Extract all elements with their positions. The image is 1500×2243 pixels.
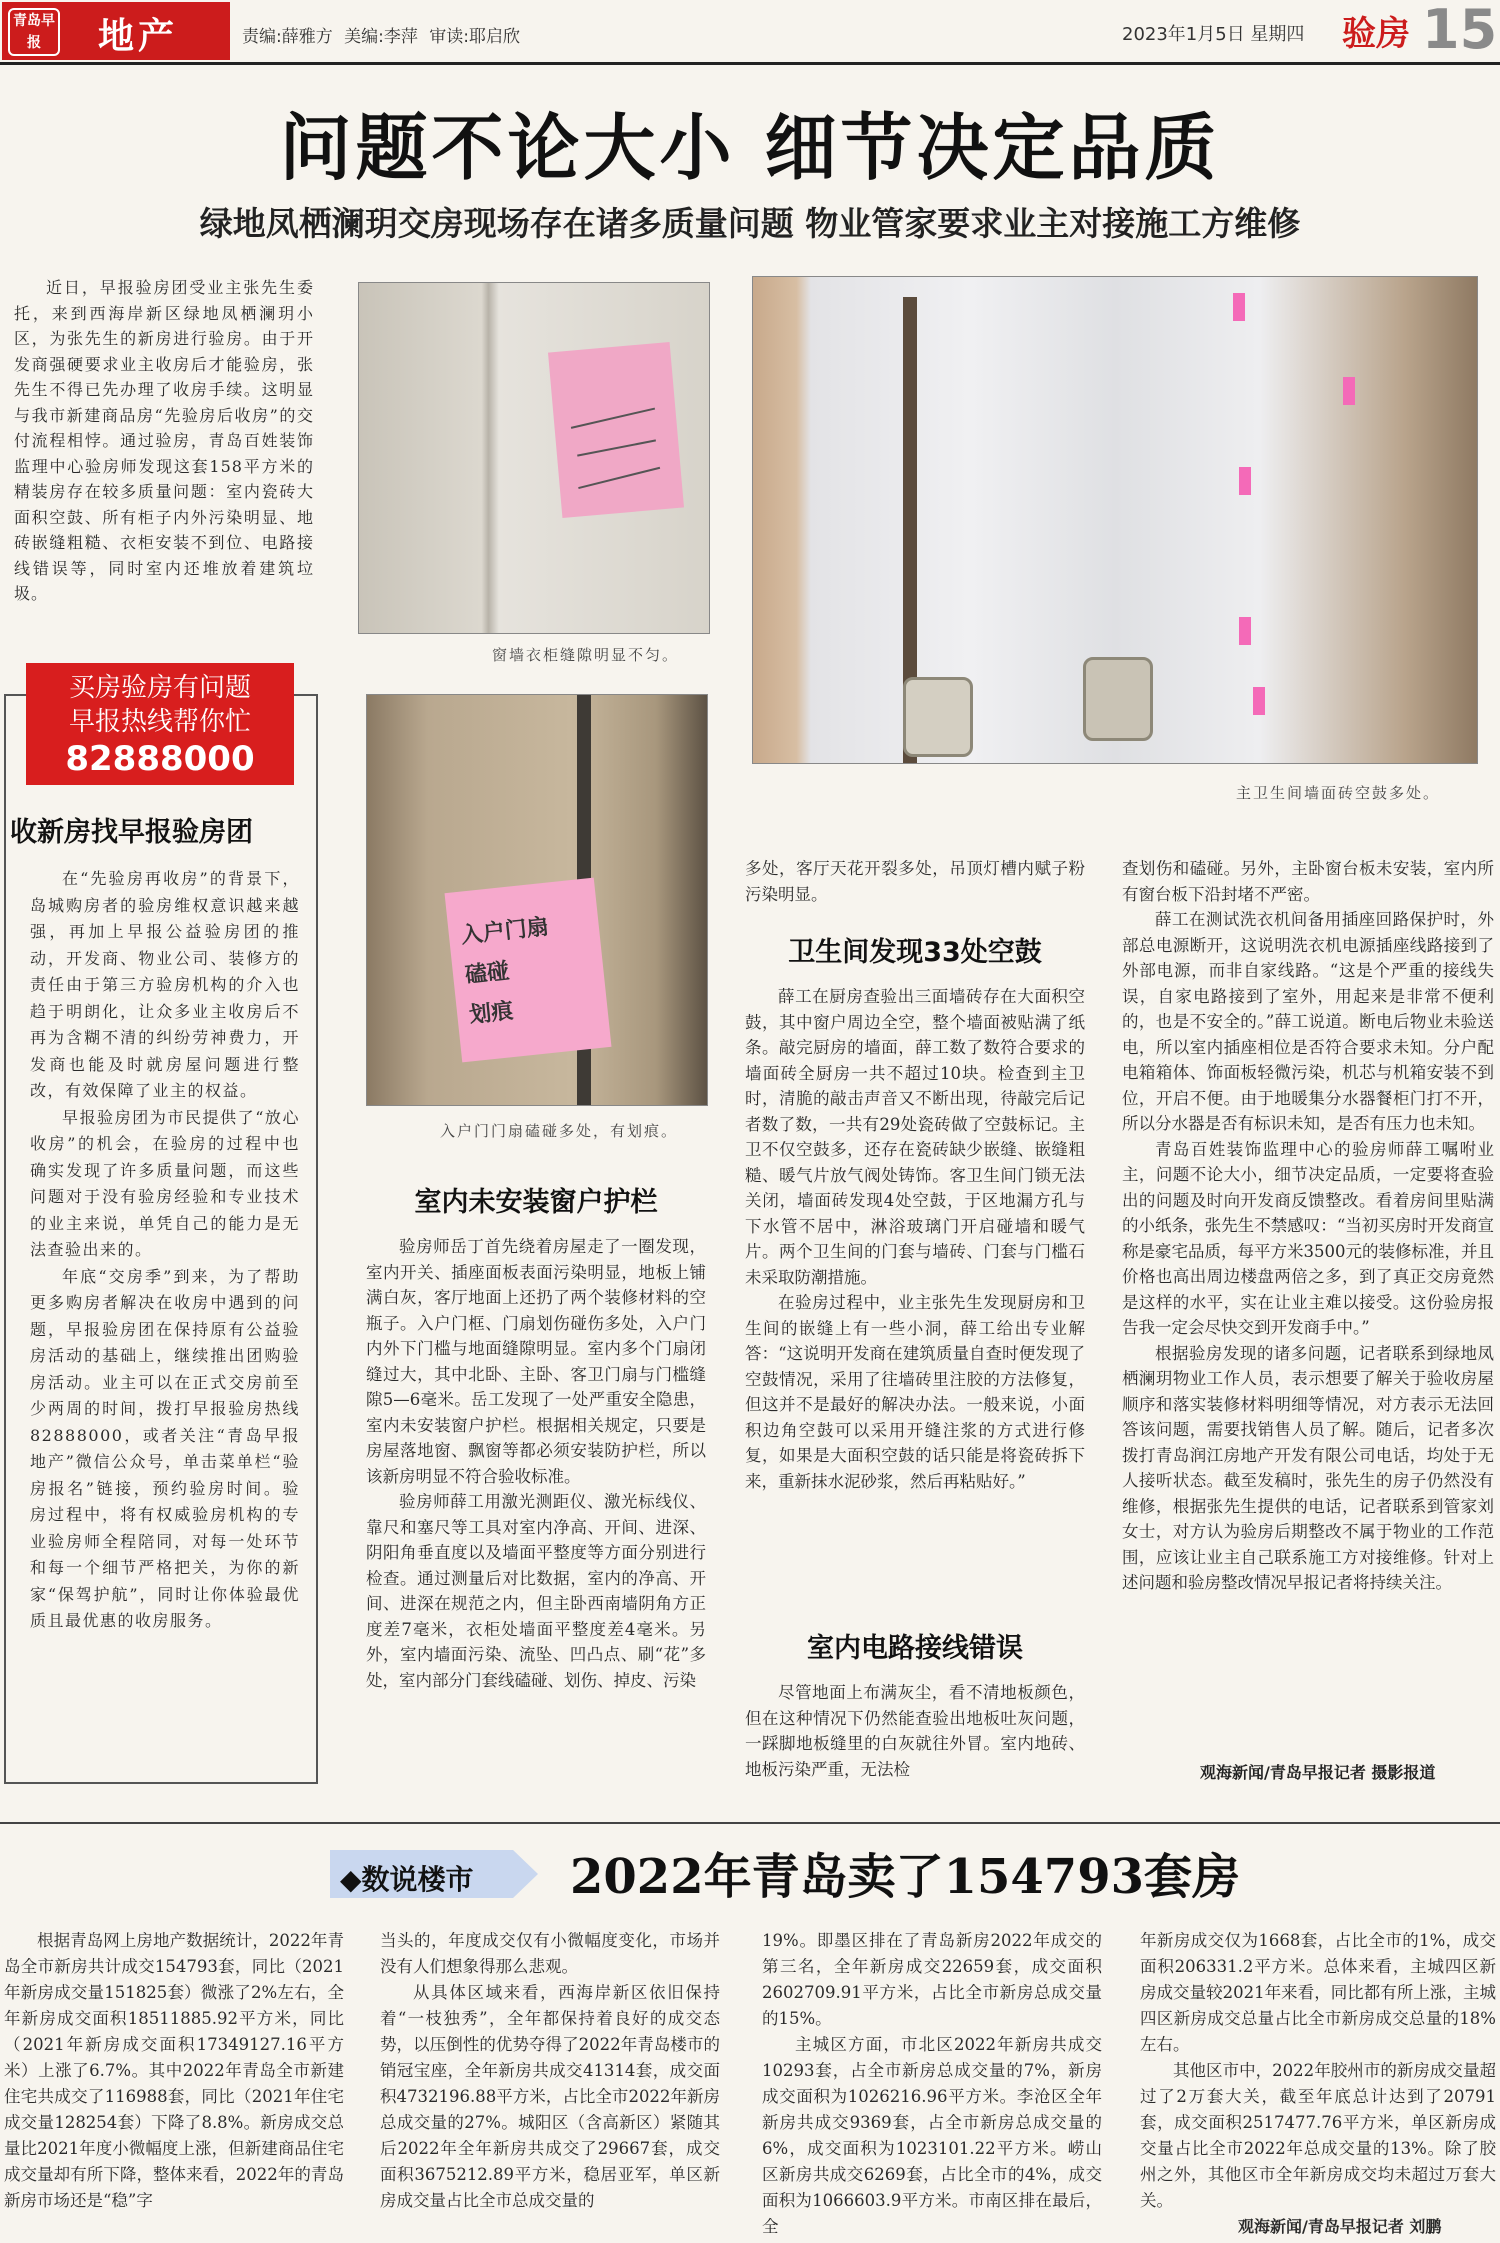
lead-column [14,275,314,607]
body-paragraph: 根据验房发现的诸多问题，记者联系到绿地凤栖澜玥物业工作人员，表示想要了解关于验收房屋顺序和落实装修材料明细等情况，对方表示无法回答该问题，需要找销售人员了解。随后，记者多次拨打青岛润江房地产开发有限公司电话，均处于无人接听状态。截至发稿时，张先生的房子仍然没有维修，根据张先生提供的电话，记者联系到管家刘女士，对方认为验房后期整改不属于物业的工作范围，应该让业主自己联系施工方对接维修。针对上述问题和验房整改情况早报记者将持续关注。 [1122,1343,1494,1592]
column-tag: ◆数说楼市 [340,1863,474,1896]
section1-body [366,1234,706,1693]
continued-text [745,856,1085,907]
section2-body [745,984,1085,1494]
body-paragraph: 验房师岳丁首先绕着房屋走了一圈发现，室内开关、插座面板表面污染明显，地板上铺满白灰，客厅地面上还扔了两个装修材料的空瓶子。入户门框、门扇划伤碰伤多处，入户门内外下门槛与地面缝隙明显。室内多个门扇闭缝过大，其中北卧、主卧、客卫门扇与门槛缝隙5—6毫米。岳工发现了一处严重安全隐患，室内未安装窗户护栏。根据相关规定，只要是房屋落地窗、飘窗等都必须安装防护栏，所以该新房明显不符合验收标准。 [366,1237,706,1486]
body-paragraph: 19%。即墨区排在了青岛新房2022年成交的第三名，全年新房成交22659套，成交面积2602709.91平方米，占比全市新房总成交量的15%。 [762,1931,1102,2028]
section-heading: 室内未安装窗户护栏 [414,1187,658,1218]
hotline-banner [26,663,294,785]
body-paragraph: 在验房过程中，业主张先生发现厨房和卫生间的嵌缝上有一些小洞，薛工给出专业解答：“这说明开发商在建筑质量自查时便发现了空鼓情况，采用了往墙砖里注胶的方法修复，但这并不是最好的解决办法。一般来说，小面积边角空鼓可以采用开缝注浆的方式进行修复，如果是大面积空鼓的话只能是将瓷砖拆下来，重新抹水泥砂浆，然后再粘贴好。” [745,1293,1085,1491]
masthead-logo [2,2,230,60]
bottom-col-2 [380,1928,720,2214]
sidebar-body [30,866,300,1635]
logo-mark: 青岛早报 [8,8,60,56]
header-rule [0,62,1500,65]
body-paragraph: 其他区市中，2022年胶州市的新房成交量超过了2万套大关，截至年底总计达到了20791套，成交面积2517477.76平方米，单区新房成交量占比全市2022年总成交量的13%。除了胶州之外，其他区市全年新房成交均未超过万套大关。 [1140,2061,1496,2210]
headline: 问题不论大小 细节决定品质 [279,105,1221,190]
section-heading: 室内电路接线错误 [807,1633,1023,1664]
note-line: 磕碰 [463,958,511,989]
body-paragraph: 青岛百姓装饰监理中心的验房师薛工嘱咐业主，问题不论大小，细节决定品质，一定要将查验出的问题及时向开发商反馈整改。看着房间里贴满的小纸条，张先生不禁感叹：“当初买房时开发商宣称是豪宅品质，每平方米3500元的装修标准，并且价格也高出周边楼盘两倍之多，到了真正交房竟然是这样的水平，实在让业主难以接受。这份验房报告我一定会尽快交到开发商手中。” [1122,1139,1494,1337]
body-paragraph: 根据青岛网上房地产数据统计，2022年青岛全市新房共计成交154793套，同比（2021年新房成交量151825套）微涨了2%左右，全年新房成交面积18511885.92平方米，同比（2021年新房成交面积17349127.16平方米）上涨了6.7%。其中2022年青岛全市新建住宅共成交了116988套，同比（2021年住宅成交量128254套）下降了8.8%。新房成交总量比2021年度小微幅度上涨，但新建商品住宅成交量却有所下降，整体来看，2022年的青岛新房市场还是“稳”字 [4,1931,344,2210]
lead-paragraph: 近日，早报验房团受业主张先生委托，来到西海岸新区绿地凤栖澜玥小区，为张先生的新房进行验房。由于开发商强硬要求业主收房后才能验房，张先生不得已先办理了收房手续。这明显与我市新建商品房“先验房后收房”的交付流程相悖。通过验房，青岛百姓装饰监理中心验房师发现这套158平方米的精装房存在较多质量问题：室内瓷砖大面积空鼓、所有柜子内外污染明显、地砖嵌缝粗糙、衣柜安装不到位、电路接线错误等，同时室内还堆放着建筑垃圾。 [14,278,314,603]
body-paragraph: 尽管地面上布满灰尘，看不清地板颜色，但在这种情况下仍然能查验出地板吐灰问题，一踩脚地板缝里的白灰就往外冒。室内地砖、地板污染严重，无法检 [745,1683,1085,1779]
photo-entry-door [366,694,708,1106]
sidebar-title: 收新房找早报验房团 [10,817,253,848]
body-paragraph: 验房师薛工用激光测距仪、激光标线仪、靠尺和塞尺等工具对室内净高、开间、进深、阴阳角垂直度以及墙面平整度等方面分别进行检查。通过测量后对比数据，室内的净高、开间、进深在规范之内，但主卧西南墙阴角方正度差7毫米，衣柜处墙面平整度差4毫米。另外，室内墙面污染、流坠、凹凸点、刷“花”多处，室内部分门套线磕碰、划伤、掉皮、污染 [366,1492,706,1690]
sidebar-paragraph: 在“先验房再收房”的背景下，岛城购房者的验房维权意识越来越强，再加上早报公益验房团的推动，开发商、物业公司、装修方的责任由于第三方验房机构的介入也趋于明朗化，让众多业主收房后不再为含糊不清的纠纷劳神费力，开发商也能及时就房屋问题进行整改，有效保障了业主的权益。 [30,869,300,1100]
wall-fixture [1083,657,1153,741]
body-paragraph: 主城区方面，市北区2022年新房共成交10293套，占全市新房总成交量的7%，新房成交面积为1026216.96平方米。李沧区全年新房共成交9369套，占全市新房总成交量的6%，成交面积为1023101.22平方米。崂山区新房共成交6269套，占比全市的4%，成交面积为1066603.9平方米。市南区排在最后，全 [762,2035,1102,2236]
byline: 观海新闻/青岛早报记者 摄影报道 [1200,1763,1436,1782]
section-divider [0,1822,1500,1824]
page-section: 验房 [1342,14,1410,54]
photo-wardrobe-gap [358,282,710,634]
sticky-note [548,342,684,518]
body-paragraph: 查划伤和磕碰。另外，主卧窗台板未安装，室内所有窗台板下沿封堵不严密。 [1122,859,1494,904]
photo-caption: 入户门门扇磕碰多处，有划痕。 [440,1122,679,1140]
note-line: 入户门扇 [459,913,550,949]
bottom-col-4 [1140,1928,1496,2214]
handwriting-stroke [571,408,655,429]
photo-bathroom-tiles [752,276,1478,764]
body-paragraph: 当头的，年度成交仅有小微幅度变化，市场并没有人们想象得那么悲观。 [380,1931,720,1976]
marker-tag [1239,467,1251,495]
sticky-note [445,878,612,1063]
section-heading: 卫生间发现33处空鼓 [788,937,1042,968]
body-paragraph: 从具体区域来看，西海岸新区依旧保持着“一枝独秀”，全年都保持着良好的成交态势，以压倒性的优势夺得了2022年青岛楼市的销冠宝座，全年新房共成交41314套，成交面积4732196.88平方米，占比全市2022年新房总成交量的27%。城阳区（含高新区）紧随其后2022年全年新房共成交了29667套，成交面积3675212.89平方米，稳居亚军，单区新房成交量占比全市总成交量的 [380,1983,720,2210]
handwriting-stroke [577,439,656,456]
bottom-col-3 [762,1928,1102,2240]
marker-tag [1343,377,1355,405]
body-paragraph: 多处，客厅天花开裂多处，吊顶灯槽内赋子粉污染明显。 [745,859,1085,904]
marker-tag [1239,617,1251,645]
page-number: 15 [1422,0,1498,61]
hotline-line2: 早报热线帮你忙 [68,707,251,737]
note-line: 划痕 [468,997,515,1029]
subheadline: 绿地凤栖澜玥交房现场存在诸多质量问题 物业管家要求业主对接施工方维修 [199,204,1301,243]
section-name: 地产 [98,15,179,57]
body-paragraph: 薛工在厨房查验出三面墙砖存在大面积空鼓，其中窗户周边全空，整个墙面被贴满了纸条。敲完厨房的墙面，薛工数了数符合要求的墙面砖全厨房一共不超过10块。检查到主卫时，清脆的敲击声音又不断出现，待敲完后记者数了数，一共有29处瓷砖做了空鼓标记。主卫不仅空鼓多，还存在瓷砖缺少嵌缝、嵌缝粗糙、暖气片放气阀处铸饰。客卫生间门锁无法关闭，墙面砖发现4处空鼓，于区地漏方孔与下水管不居中，淋浴玻璃门开启碰墙和暖气片。两个卫生间的门套与墙砖、门套与门槛石未采取防潮措施。 [745,987,1085,1287]
marker-tag [1253,687,1265,715]
editor-credits: 责编:薛雅方 美编:李萍 审读:耶启欣 [242,27,520,47]
section3-body [745,1680,1085,1782]
issue-date: 2023年1月5日 星期四 [1122,24,1305,45]
sidebar-paragraph: 早报验房团为市民提供了“放心收房”的机会，在验房的过程中也确实发现了许多质量问题，而这些问题对于没有验房经验和专业技术的业主来说，单凭自己的能力是无法查验出来的。 [30,1107,300,1259]
right-column [1122,856,1494,1596]
marker-tag [1233,293,1245,321]
sidebar-paragraph: 年底“交房季”到来，为了帮助更多购房者解决在收房中遇到的问题，早报验房团在保持原有公益验房活动的基础上，继续推出团购验房活动。业主可以在正式交房前至少两周的时间，拨打早报验房热线82888000，或者关注“青岛早报地产”微信公众号，单击菜单栏“验房报名”链接，预约验房时间。验房过程中，将有权威验房机构的专业验房师全程陪同，对每一处环节和每一个细节严格把关，为你的新家“保驾护航”，同时让你体验最优质且最优惠的收房服务。 [30,1266,300,1630]
photo-caption: 主卫生间墙面砖空鼓多处。 [1236,784,1441,802]
hotline-number: 82888000 [65,739,255,779]
bottom-byline: 观海新闻/青岛早报记者 刘鹏 [1238,2217,1442,2236]
body-paragraph: 薛工在测试洗衣机间备用插座回路保护时，外部总电源断开，这说明洗衣机电源插座线路接到了外部电源，而非自家线路。“这是个严重的接线失误，自家电路接到了室外，用起来是非常不便利的，也是不安全的。”薛工说道。断电后物业未验送电，所以室内插座相位是否符合要求未知。分户配电箱箱体、饰面板轻微污染，机芯与机箱安装不到位，开启不便。由于地暖集分水器餐柜门打不开，所以分水器是否有标识未知，是否有压力也未知。 [1122,910,1494,1133]
wall-fixture [903,677,973,757]
bottom-col-1 [4,1928,344,2214]
hotline-line1: 买房验房有问题 [68,673,251,703]
body-paragraph: 年新房成交仅为1668套，占比全市的1%，成交面积206331.2平方米。总体来看，主城四区新房成交量较2021年来看，同比都有所上涨，主城四区新房成交总量占比全市新房成交总量的18%左右。 [1140,1931,1496,2054]
handwriting-stroke [578,467,660,489]
story-headline: 2022年青岛卖了154793套房 [570,1849,1240,1905]
photo-caption: 窗墙衣柜缝隙明显不匀。 [492,646,680,664]
